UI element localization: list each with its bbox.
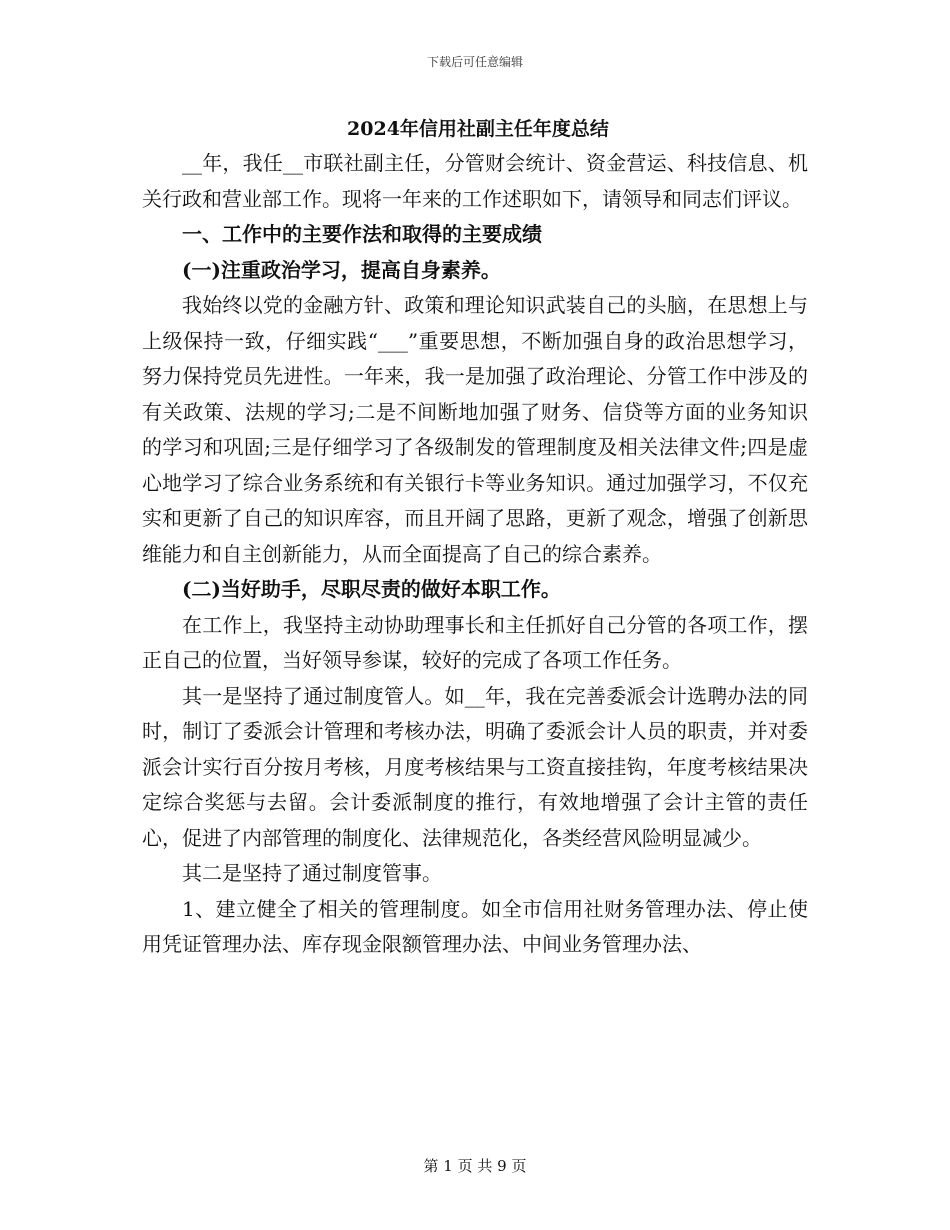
paragraph-list: [142, 146, 808, 963]
header-note: 下载后可任意编辑: [426, 55, 523, 69]
paragraph: 我始终以党的金融方针、政策和理论知识武装自己的头脑，在思想上与上级保持一致，仔细实践“___”重要思想，不断加强自身的政治思想学习，努力保持党员先进性。一年来，我一是加强了政治理论、分管工作中涉及的有关政策、法规的学习;二是不间断地加强了财务、信贷等方面的业务知识的学习和巩固;三是仔细学习了各级制发的管理制度及相关法律文件;四是虚心地学习了综合业务系统和有关银行卡等业务知识。通过加强学习，不仅充实和更新了自己的知识库容，而且开阔了思路，更新了观念，增强了创新思维能力和自主创新能力，从而全面提高了自己的综合素养。: [142, 293, 808, 566]
document-title: 2024年信用社副主任年度总结: [347, 118, 609, 140]
paragraph: __年，我任__市联社副主任，分管财会统计、资金营运、科技信息、机关行政和营业部工作。现将一年来的工作述职如下，请领导和同志们评议。: [142, 151, 808, 211]
section-heading: (一)注重政治学习，提高自身素养。: [182, 257, 501, 282]
page-footer: 第 1 页 共 9 页: [423, 1157, 527, 1175]
paragraph: 其一是坚持了通过制度管人。如__年，我在完善委派会计选聘办法的同时，制订了委派会计管理和考核办法，明确了委派会计人员的职责，并对委派会计实行百分按月考核，月度考核结果与工资直接挂钩，年度考核结果决定综合奖惩与去留。会计委派制度的推行，有效地增强了会计主管的责任心，促进了内部管理的制度化、法律规范化，各类经营风险明显减少。: [142, 683, 808, 850]
section-heading: 一、工作中的主要作法和取得的主要成绩: [182, 222, 542, 246]
section-heading: (二)当好助手，尽职尽责的做好本职工作。: [182, 577, 561, 601]
paragraph: 其二是坚持了通过制度管事。: [182, 861, 442, 885]
paragraph: 在工作上，我坚持主动协助理事长和主任抓好自己分管的各项工作，摆正自己的位置，当好领导参谋，较好的完成了各项工作任务。: [142, 612, 808, 672]
paragraph: 1、建立健全了相关的管理制度。如全市信用社财务管理办法、停止使用凭证管理办法、库存现金限额管理办法、中间业务管理办法、: [142, 896, 808, 956]
document-body: [142, 112, 808, 963]
